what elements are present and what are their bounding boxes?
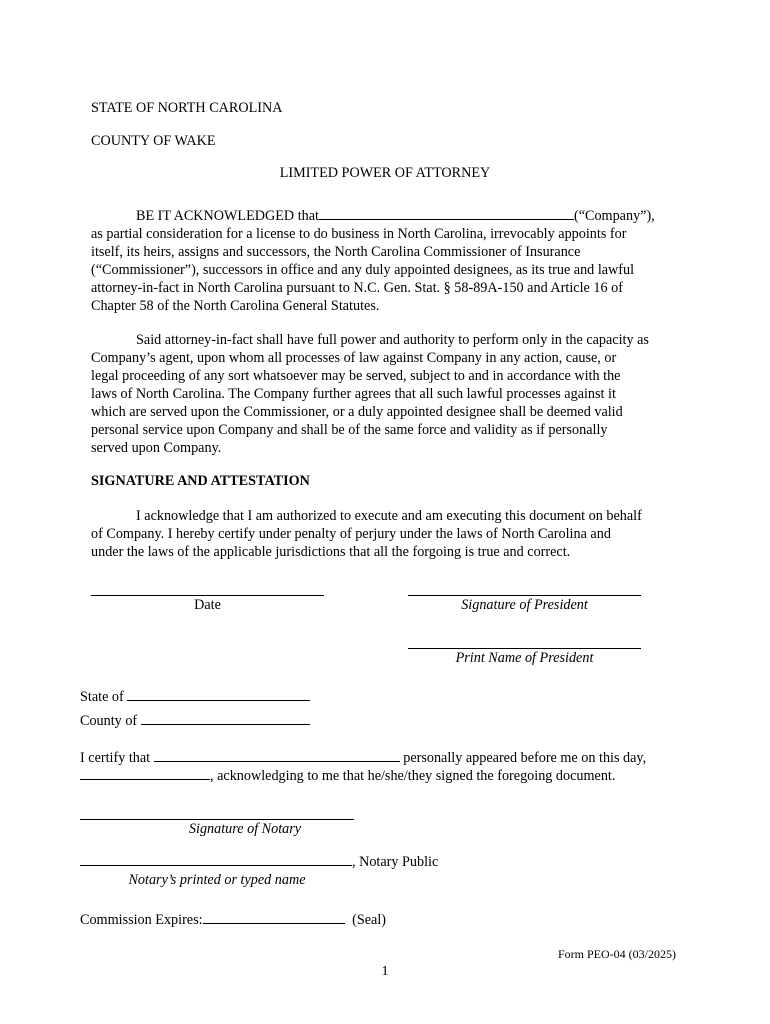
seal-label: (Seal) (352, 912, 387, 928)
paragraph-line: Company’s agent, upon whom all processes of law against Company in any action, cause, or (91, 350, 617, 366)
county-of-label: County of (80, 713, 138, 729)
acknowledge-tail: , acknowledging to me that he/she/they signed the foregoing document. (210, 768, 616, 784)
acknowledgement-paragraph (91, 206, 683, 315)
section-heading: SIGNATURE AND ATTESTATION (91, 473, 310, 489)
notary-public-label: , Notary Public (352, 854, 439, 870)
document-title: LIMITED POWER OF ATTORNEY (279, 165, 491, 181)
page-number: 1 (381, 964, 389, 979)
paragraph-line: Said attorney-in-fact shall have full power and authority to perform only in the capacity as (136, 332, 649, 348)
county-heading: COUNTY OF WAKE (91, 133, 216, 149)
paragraph-line: under the laws of the applicable jurisdictions that all the forgoing is true and correct. (91, 544, 571, 560)
president-signature-line[interactable] (408, 595, 641, 596)
state-of-field[interactable] (127, 687, 310, 701)
date-line[interactable] (91, 595, 324, 596)
certified-person-field[interactable] (154, 748, 400, 762)
state-of-row (80, 687, 310, 706)
date-label: Date (194, 597, 221, 613)
state-heading: STATE OF NORTH CAROLINA (91, 100, 283, 116)
company-ref: (“Company”), (573, 208, 655, 224)
attestation-paragraph (91, 507, 683, 561)
notary-signature-line[interactable] (80, 819, 354, 820)
paragraph-line: laws of North Carolina. The Company further agrees that all such lawful processes against it (91, 386, 616, 402)
paragraph-line: of Company. I hereby certify under penalty of perjury under the laws of North Carolina and (91, 526, 611, 542)
certify-tail: personally appeared before me on this day, (403, 750, 647, 766)
paragraph-line (91, 206, 683, 225)
notary-signature-label: Signature of Notary (188, 821, 302, 837)
commission-row (80, 910, 386, 929)
commission-label: Commission Expires: (80, 912, 203, 928)
paragraph-line: itself, its heirs, assigns and successors, the North Carolina Commissioner of Insurance (91, 244, 581, 260)
president-signature-label: Signature of President (461, 597, 588, 613)
certify-lead: I certify that (80, 750, 151, 766)
county-of-row (80, 711, 310, 730)
authority-paragraph (91, 331, 683, 457)
company-name-field[interactable] (319, 206, 574, 220)
notary-public-row (80, 852, 438, 871)
paragraph-line: legal proceeding of any sort whatsoever may be served, subject to and in accordance with the (91, 368, 621, 384)
paragraph-line: personal service upon Company and shall be of the same force and validity as if personally (91, 422, 608, 438)
state-of-label: State of (80, 689, 124, 705)
acknowledge-date-field[interactable] (80, 766, 210, 780)
acknowledge-row (80, 766, 615, 785)
paragraph-line: attorney-in-fact in North Carolina pursuant to N.C. Gen. Stat. § 58-89A-150 and Article 16 of (91, 280, 623, 296)
commission-expiry-field[interactable] (203, 910, 345, 924)
paragraph-line: I acknowledge that I am authorized to execute and am executing this document on behalf (136, 508, 642, 524)
paragraph-line: which are served upon the Commissioner, or a duly appointed designee shall be deemed valid (91, 404, 623, 420)
president-name-label: Print Name of President (455, 650, 594, 666)
paragraph-line: as partial consideration for a license to do business in North Carolina, irrevocably appoints for (91, 226, 627, 242)
paragraph-line: served upon Company. (91, 440, 222, 456)
certify-row (80, 748, 646, 767)
notary-name-field[interactable] (80, 852, 352, 866)
paragraph-line: Chapter 58 of the North Carolina General Statutes. (91, 298, 380, 314)
form-id: Form PEO-04 (03/2025) (558, 947, 676, 961)
county-of-field[interactable] (141, 711, 310, 725)
acknowledged-lead: BE IT ACKNOWLEDGED that (136, 208, 319, 224)
notary-name-label: Notary’s printed or typed name (128, 872, 306, 888)
president-name-line[interactable] (408, 648, 641, 649)
paragraph-line: (“Commissioner”), successors in office and any duly appointed designees, as its true and lawful (91, 262, 635, 278)
